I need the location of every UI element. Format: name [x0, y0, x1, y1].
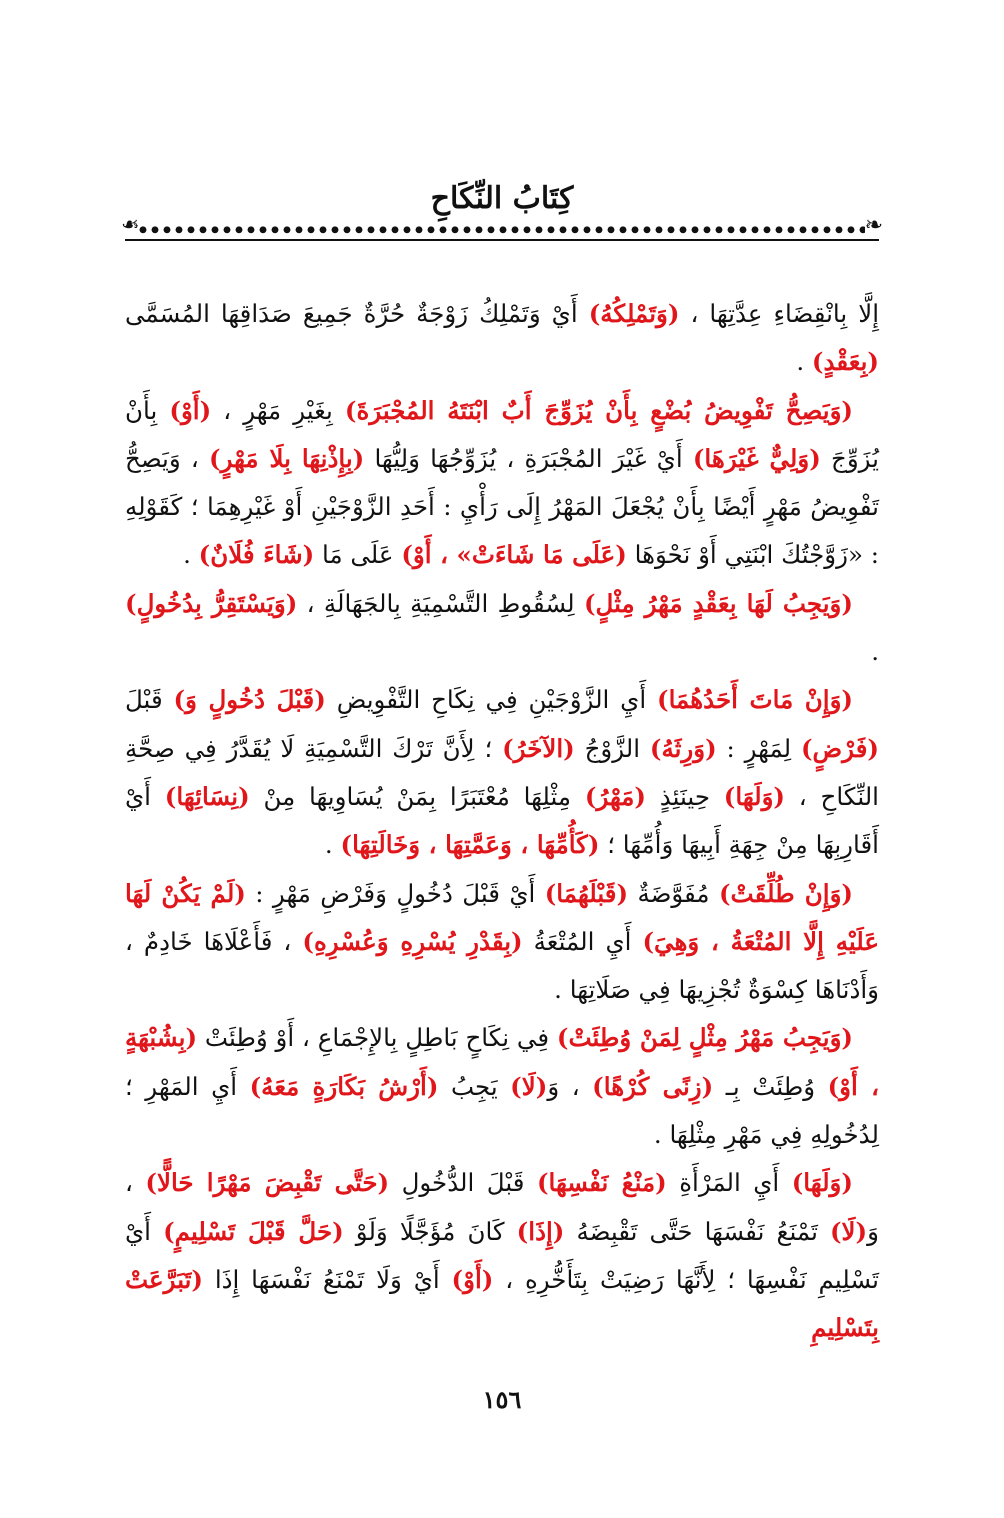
matn-text: (بِعَقْدٍ) — [811, 347, 879, 377]
sharh-text: . — [871, 637, 879, 667]
sharh-text: أَيْ تَسْلِيمِ نَفْسِهَا ؛ لِأَنَّهَا رَضِيَتْ بِتَأَخُّرِهِ ، — [125, 1216, 880, 1294]
sharh-text: كَانَ مُؤَجَّلًا وَلَوْ — [343, 1216, 517, 1246]
matn-text: (أَوْ) — [451, 1264, 494, 1294]
paragraph — [125, 1159, 879, 1352]
sharh-text: أَيْ أَقَارِبِهَا مِنْ جِهَةِ أَبِيهَا وَأُمِّهَا ؛ — [125, 781, 879, 860]
sharh-text: أَيِ المُتْعَةُ — [522, 926, 643, 956]
matn-text: (وَلِيٌّ غَيْرَهَا) — [692, 443, 821, 473]
sharh-text: . — [183, 540, 199, 570]
sharh-text: حِينَئِذٍ — [645, 781, 724, 811]
matn-text: (وَتَمْلِكُهُ) — [588, 299, 680, 328]
matn-text: (إِذَا) — [516, 1216, 565, 1246]
sharh-text: أَيْ وَتَمْلِكُ زَوْجَةٌ حُرَّةٌ جَمِيعَ صَدَاقِهَا المُسَمَّى — [125, 299, 589, 328]
sharh-text: وُطِئَتْ بِـ — [713, 1071, 828, 1101]
sharh-text: عَلَى مَا — [314, 540, 402, 570]
sharh-text: مِثْلِهَا مُعْتَبَرًا بِمَنْ يُسَاوِيهَا مِنْ — [249, 781, 585, 811]
matn-text: (لَمْ يَكُنْ لَهَا عَلَيْهِ إِلَّا المُتْعَةُ ، وَهِيَ) — [125, 878, 879, 956]
matn-text: (لَا) — [829, 1216, 868, 1246]
sharh-text: أَيْ وَلَا تَمْنَعُ نَفْسَهَا إِذَا — [203, 1264, 452, 1294]
matn-text: (شَاءَ فُلَانٌ) — [198, 540, 315, 570]
matn-text: (تَبَرَّعَتْ بِتَسْلِيمِ — [125, 1264, 879, 1343]
sharh-text: . — [324, 830, 341, 860]
sharh-text: لِسُقُوطِ التَّسْمِيَةِ بِالجَهَالَةِ ، — [297, 588, 584, 618]
page-body — [125, 290, 879, 1353]
matn-text: (وَيَسْتَقِرُّ بِدُخُولٍ) — [125, 588, 298, 618]
matn-text: (وَرِثَهُ) — [649, 733, 717, 763]
paragraph — [125, 870, 879, 1015]
ornamental-divider — [125, 221, 879, 241]
matn-text: (وَلَهَا) — [791, 1168, 853, 1198]
matn-text: (لَا) — [510, 1071, 548, 1101]
matn-text: (زِنًى كُرْهًا) — [592, 1071, 714, 1101]
matn-text: (وَإِنْ طُلِّقَتْ) — [718, 878, 853, 908]
page-number: ١٥٦ — [482, 1385, 522, 1414]
matn-text: (الآخَرُ) — [502, 733, 575, 763]
sharh-text: لِمَهْرٍ : — [716, 733, 801, 763]
matn-text: (أَوْ) — [169, 395, 212, 425]
sharh-text: . — [796, 347, 812, 377]
paragraph — [125, 580, 879, 677]
matn-text: (كَأُمِّهَا ، وَعَمَّتِهَا ، وَخَالَتِهَا) — [340, 830, 600, 860]
sharh-text: ، وَيَصِحُّ تَفْوِيضُ مَهْرٍ أَيْضًا بِأَنْ يُجْعَلَ المَهْرُ إِلَى رَأْيِ : أَحَدِ الزَّوْجَيْنِ أَوْ غَيْرِهِمَا ؛ كَقَوْلِهِ : «زَوَّجْتُكَ ابْنَتِي أَوْ نَحْوَهَا — [125, 443, 879, 570]
matn-text: (أَرْشُ بَكَارَةٍ مَعَهُ) — [249, 1071, 439, 1101]
sharh-text: ، وَ — [547, 1071, 593, 1101]
matn-text: (حَلَّ قَبْلَ تَسْلِيمٍ) — [163, 1216, 344, 1246]
matn-text: (نِسَائِهَا) — [164, 781, 250, 811]
sharh-text: إِلَّا بِانْقِضَاءِ عِدَّتِهَا ، — [679, 299, 880, 328]
matn-text: (بِقَدْرِ يُسْرِهِ وَعُسْرِهِ) — [302, 926, 523, 956]
sharh-text: قَبْلَ — [125, 685, 174, 715]
chapter-title: كِتَابُ النِّكَاحِ — [430, 181, 574, 216]
sharh-text: أَيْ قَبْلَ دُخُولٍ وَفَرْضِ مَهْرٍ : — [245, 878, 545, 908]
matn-text: (بِشُبْهَةٍ ، أَوْ) — [125, 1023, 879, 1101]
matn-text: (قَبْلَهُمَا) — [544, 878, 629, 908]
sharh-text: أَيِ المَهْرِ ؛ لِدُخُولِهِ فِي مَهْرِ مِثْلِهَا . — [125, 1071, 879, 1150]
sharh-text: يَجِبُ — [438, 1071, 511, 1101]
sharh-text: ؛ لِأَنَّ تَرْكَ التَّسْمِيَةِ لَا يُقَدَّرُ فِي صِحَّةِ النِّكَاحِ ، — [125, 733, 879, 811]
page-header — [125, 182, 879, 241]
sharh-text: الزَّوْجُ — [574, 733, 650, 763]
sharh-text: أَيِ الزَّوْجَيْنِ فِي نِكَاحِ التَّفْوِيضِ — [325, 685, 657, 715]
matn-text: (بِإِذْنِهَا بِلَا مَهْرٍ) — [209, 443, 365, 473]
matn-text: (حَتَّى تَقْبِضَ مَهْرًا حَالًّا) — [145, 1168, 390, 1198]
sharh-text: قَبْلَ الدُّخُولِ — [389, 1168, 537, 1198]
matn-text: (عَلَى مَا شَاءَتْ» ، أَوْ) — [401, 540, 627, 570]
paragraph — [125, 676, 879, 869]
sharh-text: أَيْ غَيْرَ المُجْبَرَةِ ، يُزَوِّجُهَا وَلِيُّهَا — [364, 443, 693, 473]
sharh-text: فِي نِكَاحٍ بَاطِلٍ بِالإِجْمَاعِ ، أَوْ وُطِئَتْ — [197, 1023, 557, 1053]
matn-text: (وَيَجِبُ لَهَا بِعَقْدٍ مَهْرُ مِثْلٍ) — [583, 588, 853, 618]
paragraph — [125, 387, 879, 580]
paragraph — [125, 290, 879, 387]
paragraph — [125, 1014, 879, 1159]
matn-text: (فَرْضٍ) — [800, 733, 880, 763]
sharh-text: مُفَوَّضَةٌ — [628, 878, 719, 908]
matn-text: (وَيَجِبُ مَهْرُ مِثْلٍ لِمَنْ وُطِئَتْ) — [556, 1023, 853, 1053]
matn-text: (مَهْرُ) — [584, 781, 646, 811]
sharh-text: تَمْنَعُ نَفْسَهَا حَتَّى تَقْبِضَهُ — [564, 1216, 830, 1246]
sharh-text: بِغَيْرِ مَهْرٍ ، — [211, 395, 345, 425]
sharh-text: ، فَأَعْلَاهَا خَادِمٌ ، وَأَدْنَاهَا كِسْوَةٌ تُجْزِيهَا فِي صَلَاتِهَا . — [125, 926, 879, 1005]
matn-text: (وَيَصِحُّ تَفْوِيضُ بُضْعٍ بِأَنْ يُزَوِّجَ أَبٌ ابْنَتَهُ المُجْبَرَةَ) — [344, 395, 853, 425]
matn-text: (وَلَهَا) — [723, 781, 786, 811]
matn-text: (وَإِنْ مَاتَ أَحَدُهُمَا) — [657, 685, 853, 715]
sharh-text: أَيِ المَرْأَةِ — [666, 1168, 792, 1198]
sharh-text: ، وَ — [125, 1168, 879, 1246]
matn-text: (قَبْلَ دُخُولٍ وَ) — [173, 685, 326, 715]
matn-text: (مَنْعُ نَفْسِهَا) — [536, 1168, 667, 1198]
sharh-text: بِأَنْ يُزَوِّجَ — [125, 395, 880, 473]
